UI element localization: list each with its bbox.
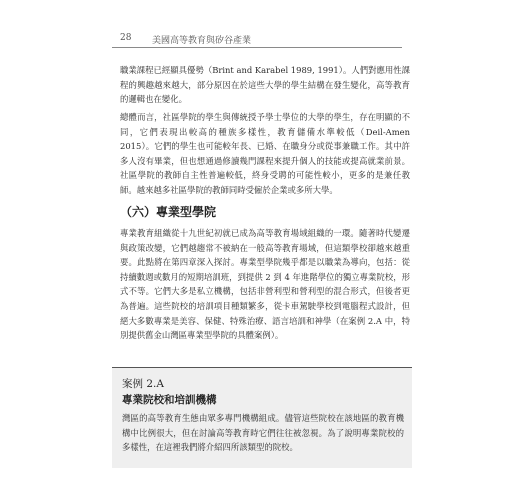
case-study-body: 灣區的高等教育生態由眾多專門機構組成。儘管這些院校在該地區的教育機構中比例很大，但在討論高等教育時它們往往被忽視。為了說明專業院校的多樣性，在這裡我們將介紹四所該類型的院校。 <box>122 413 404 453</box>
body-paragraph-2 <box>120 110 410 198</box>
paragraph-text: 職業課程已經顯具優勢（Brint and Karabel 1989, 1991）。人們對應用性課程的興趣越來越大，部分原因在於這些大學的學生結構在發生變化，高等教育的邏輯也在變化。 <box>120 65 410 105</box>
header-rule <box>112 47 402 48</box>
case-study-title: 專業院校和培訓機構 <box>122 394 217 406</box>
paragraph-text: 專業教育組織從十九世紀初就已成為高等教育場域組織的一環。隨著時代變遷與政策改變，它們越趨常不被納在一般高等教育場域，但這類學校卻越來越重要。此點將在第四章深入探討。專業型學院幾乎都是以職業為導向，包括：從持續數週或數月的短期培訓班，到提供 2 到 4 年進階學位的獨立專業院校，形式不等。它們大多是私立機構，包括非營利型和營利型的混合形式，但後者更為普遍。這些院校的培訓項目種類繁多，從卡車駕駛學校到電腦程式設計，但絕大多數專業是美容、保健、特殊治療、語言培訓和神學（在案例 2.A 中，特別提供舊金山灣區專業型學院的具體案例）。 <box>120 228 410 341</box>
running-title: 美國高等教育與矽谷產業 <box>152 36 252 46</box>
case-study-box <box>112 367 412 468</box>
page-number: 28 <box>120 33 132 43</box>
paragraph-text: 總體而言，社區學院的學生與傳統授予學士學位的大學的學生，存在明顯的不同，它們表現出較高的種族多樣性，教育儲備水準較低（Deil-Amen 2015）。它們的學生也可能較年長、已婚、在職身分或從事兼職工作。其中許多人沒有畢業，但也想通過修讀幾門課程來提升個人的技能或提高就業前景。社區學院的教師自主性普遍較低，終身受聘的可能性較小，更多的是兼任教師。越來越多社區學院的教師同時受僱於企業或多所大學。 <box>120 112 410 195</box>
section-heading: （六）專業型學院 <box>120 205 217 219</box>
case-study-label: 案例 2.A <box>122 378 164 390</box>
body-paragraph-1 <box>120 63 410 107</box>
running-header <box>112 33 402 47</box>
body-paragraph-3 <box>120 226 410 343</box>
